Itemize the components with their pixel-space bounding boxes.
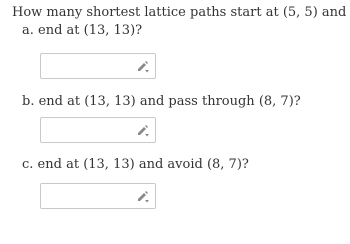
question-intro-end: and — [317, 5, 347, 20]
answer-field-c[interactable] — [40, 183, 156, 209]
pencil-icon[interactable] — [136, 60, 150, 74]
part-b-suffix: ? — [293, 94, 301, 109]
part-b-through-point: (8, 7) — [258, 94, 294, 109]
question-intro: How many shortest lattice paths start at — [12, 5, 283, 20]
part-b-text: b. end at — [22, 94, 85, 109]
part-c-label — [22, 156, 249, 173]
part-a-text: a. end at — [22, 23, 84, 38]
part-b-middle: and pass through — [135, 94, 259, 109]
start-point: (5, 5) — [282, 5, 318, 20]
part-b-end-point: (13, 13) — [84, 94, 136, 109]
pencil-icon[interactable] — [136, 124, 150, 138]
part-c-middle: and avoid — [134, 157, 207, 172]
part-a-end-point: (13, 13) — [83, 23, 136, 38]
question-text — [12, 4, 347, 21]
part-c-text: c. end at — [22, 157, 84, 172]
part-a-label — [22, 22, 142, 39]
part-c-avoid-point: (8, 7) — [206, 157, 242, 172]
part-c-end-point: (13, 13) — [83, 157, 135, 172]
part-c-suffix: ? — [241, 157, 249, 172]
part-b-label — [22, 93, 301, 110]
answer-field-b[interactable] — [40, 117, 156, 143]
answer-field-a[interactable] — [40, 53, 156, 79]
pencil-icon[interactable] — [136, 190, 150, 204]
part-a-suffix: ? — [135, 23, 143, 38]
